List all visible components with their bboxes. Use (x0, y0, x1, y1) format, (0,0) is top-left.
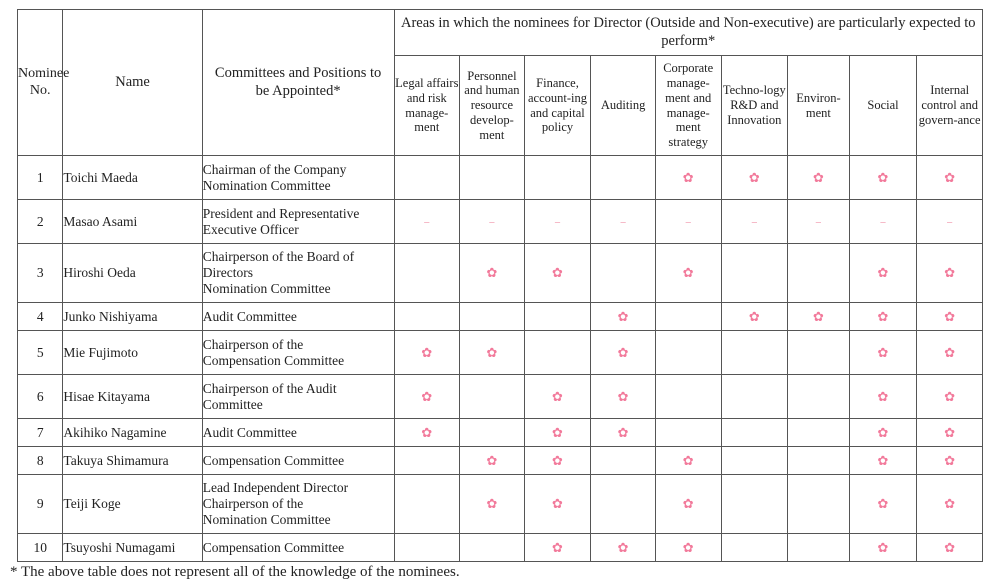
skill-cell (460, 375, 525, 419)
nominee-no: 2 (18, 200, 63, 244)
skill-cell (788, 534, 850, 562)
skill-cell (655, 475, 721, 534)
skill-cell (917, 200, 983, 244)
skill-flower-icon: ✿ (682, 266, 694, 281)
skill-cell (524, 534, 591, 562)
skill-flower-icon: ✿ (552, 266, 563, 281)
skill-cell (788, 156, 850, 200)
skill-header: Environ-ment (788, 56, 850, 156)
nominee-no: 6 (18, 375, 63, 419)
skill-flower-icon: ✿ (944, 389, 956, 405)
skill-flower-icon: ✿ (617, 540, 629, 556)
not-applicable-dash: – (684, 214, 692, 230)
skill-flower-icon: ✿ (421, 425, 433, 441)
nominee-name: Masao Asami (63, 200, 202, 244)
skill-flower-icon: ✿ (944, 425, 956, 441)
skill-cell (524, 244, 591, 303)
nominee-name: Tsuyoshi Numagami (63, 534, 202, 562)
positions-header: Committees and Positions to be Appointed* (202, 10, 394, 156)
skill-flower-icon: ✿ (486, 345, 498, 361)
skill-flower-icon: ✿ (486, 453, 498, 469)
skill-cell (394, 331, 460, 375)
skills-matrix-table (17, 9, 983, 562)
skill-flower-icon: ✿ (944, 170, 956, 186)
skill-flower-icon: ✿ (877, 497, 889, 512)
not-applicable-dash: – (488, 214, 496, 230)
skill-cell (849, 200, 917, 244)
skill-cell (917, 331, 983, 375)
skill-cell (788, 200, 850, 244)
table-row (18, 303, 983, 331)
skill-cell (591, 447, 656, 475)
skill-cell (394, 200, 460, 244)
nominee-no: 5 (18, 331, 63, 375)
skill-cell (655, 447, 721, 475)
skill-flower-icon: ✿ (877, 309, 889, 325)
skill-cell (394, 303, 460, 331)
skill-cell (655, 303, 721, 331)
skill-cell (788, 475, 850, 534)
skill-cell (591, 200, 656, 244)
skill-cell (394, 419, 460, 447)
nominee-name: Toichi Maeda (63, 156, 202, 200)
nominee-no: 8 (18, 447, 63, 475)
skill-cell (394, 475, 460, 534)
skill-header: Internal control and govern-ance (917, 56, 983, 156)
skill-cell (788, 375, 850, 419)
skill-flower-icon: ✿ (486, 497, 498, 512)
table-row (18, 200, 983, 244)
skill-flower-icon: ✿ (877, 345, 889, 361)
skill-header: Finance, account-ing and capital policy (524, 56, 591, 156)
skill-flower-icon: ✿ (944, 266, 956, 281)
skill-flower-icon: ✿ (682, 453, 694, 469)
skill-cell (524, 156, 591, 200)
nominee-name: Hisae Kitayama (63, 375, 202, 419)
skill-cell (721, 475, 788, 534)
skill-cell (591, 419, 656, 447)
skill-cell (524, 447, 591, 475)
skill-cell (917, 303, 983, 331)
skill-cell (849, 156, 917, 200)
skill-flower-icon: ✿ (812, 309, 824, 325)
skill-cell (849, 303, 917, 331)
nominee-position: Compensation Committee (202, 534, 394, 562)
skill-cell (849, 447, 917, 475)
skill-cell (721, 244, 788, 303)
skill-cell (788, 447, 850, 475)
not-applicable-dash: – (619, 214, 627, 230)
skill-cell (524, 475, 591, 534)
skill-cell (917, 475, 983, 534)
skill-flower-icon: ✿ (944, 309, 956, 325)
nominee-name: Takuya Shimamura (63, 447, 202, 475)
skill-flower-icon: ✿ (877, 453, 889, 469)
skill-flower-icon: ✿ (552, 453, 563, 469)
skill-flower-icon: ✿ (617, 425, 629, 441)
table-row (18, 475, 983, 534)
skill-flower-icon: ✿ (552, 389, 563, 405)
nominee-position: Chairperson of the Board of Directors Nomination Committee (202, 244, 394, 303)
skill-cell (917, 419, 983, 447)
skill-cell (591, 244, 656, 303)
skill-header: Social (849, 56, 917, 156)
skill-flower-icon: ✿ (617, 309, 629, 325)
skill-flower-icon: ✿ (944, 345, 956, 361)
skill-cell (655, 375, 721, 419)
skill-cell (788, 331, 850, 375)
nominee-no-header: Nominee No. (18, 10, 63, 156)
skill-cell (655, 156, 721, 200)
nominee-no: 10 (18, 534, 63, 562)
nominee-no: 7 (18, 419, 63, 447)
nominee-no: 3 (18, 244, 63, 303)
skill-cell (721, 419, 788, 447)
name-header: Name (63, 10, 202, 156)
skill-flower-icon: ✿ (944, 453, 956, 469)
skill-flower-icon: ✿ (617, 389, 629, 405)
skill-cell (591, 375, 656, 419)
skill-flower-icon: ✿ (748, 170, 760, 186)
skill-cell (917, 447, 983, 475)
nominee-position: Chairman of the Company Nomination Committee (202, 156, 394, 200)
skill-cell (655, 200, 721, 244)
skill-cell (524, 303, 591, 331)
skill-cell (460, 244, 525, 303)
skill-cell (917, 244, 983, 303)
skill-flower-icon: ✿ (748, 309, 760, 325)
table-row (18, 534, 983, 562)
skill-cell (524, 331, 591, 375)
skill-cell (917, 534, 983, 562)
skill-cell (394, 156, 460, 200)
table-row (18, 419, 983, 447)
skill-cell (591, 475, 656, 534)
skill-cell (721, 534, 788, 562)
skill-flower-icon: ✿ (877, 540, 889, 556)
skill-cell (460, 475, 525, 534)
skill-cell (460, 200, 525, 244)
not-applicable-dash: – (423, 214, 431, 230)
nominee-name: Akihiko Nagamine (63, 419, 202, 447)
not-applicable-dash: – (879, 214, 887, 230)
nominee-no: 4 (18, 303, 63, 331)
not-applicable-dash: – (815, 214, 822, 230)
skill-cell (917, 156, 983, 200)
nominee-position: Audit Committee (202, 419, 394, 447)
skill-cell (655, 244, 721, 303)
skill-cell (460, 447, 525, 475)
nominee-position: Chairperson of the Compensation Committee (202, 331, 394, 375)
skill-flower-icon: ✿ (877, 266, 889, 281)
skill-cell (460, 156, 525, 200)
table-row (18, 156, 983, 200)
skill-header: Legal affairs and risk manage-ment (394, 56, 460, 156)
skill-cell (524, 419, 591, 447)
skill-cell (849, 375, 917, 419)
skill-flower-icon: ✿ (877, 170, 889, 186)
table-row (18, 331, 983, 375)
skill-header: Auditing (591, 56, 656, 156)
skill-flower-icon: ✿ (682, 170, 694, 186)
nominee-no: 1 (18, 156, 63, 200)
skill-flower-icon: ✿ (552, 425, 563, 441)
skill-cell (460, 331, 525, 375)
skill-cell (849, 419, 917, 447)
skill-cell (788, 419, 850, 447)
skill-cell (394, 244, 460, 303)
skill-flower-icon: ✿ (617, 345, 629, 361)
skill-cell (460, 419, 525, 447)
skill-flower-icon: ✿ (812, 170, 824, 186)
skill-cell (849, 475, 917, 534)
nominee-name: Teiji Koge (63, 475, 202, 534)
not-applicable-dash: – (751, 214, 758, 230)
skill-cell (788, 244, 850, 303)
skill-cell (721, 375, 788, 419)
skill-cell (655, 419, 721, 447)
nominee-position: President and Representative Executive Officer (202, 200, 394, 244)
areas-header: Areas in which the nominees for Director (Outside and Non-executive) are particularly expected to perform* (394, 10, 983, 56)
skill-header: Techno-logy R&D and Innovation (721, 56, 788, 156)
skill-cell (524, 375, 591, 419)
table-row (18, 244, 983, 303)
skill-flower-icon: ✿ (682, 540, 694, 556)
skill-cell (721, 303, 788, 331)
skill-flower-icon: ✿ (877, 425, 889, 441)
nominee-no: 9 (18, 475, 63, 534)
skill-flower-icon: ✿ (421, 389, 433, 405)
nominee-name: Hiroshi Oeda (63, 244, 202, 303)
skill-cell (460, 534, 525, 562)
skill-flower-icon: ✿ (552, 540, 563, 556)
not-applicable-dash: – (554, 214, 561, 230)
table-row (18, 375, 983, 419)
skill-header: Corporate manage-ment and manage-ment strategy (655, 56, 721, 156)
skill-cell (591, 331, 656, 375)
skill-header: Personnel and human resource develop-ment (460, 56, 525, 156)
skill-cell (917, 375, 983, 419)
skill-cell (721, 331, 788, 375)
skill-flower-icon: ✿ (944, 540, 956, 556)
skill-flower-icon: ✿ (486, 266, 498, 281)
skill-cell (591, 156, 656, 200)
nominee-name: Mie Fujimoto (63, 331, 202, 375)
footnote: * The above table does not represent all of the knowledge of the nominees. (10, 564, 460, 580)
table-row (18, 447, 983, 475)
skill-cell (721, 156, 788, 200)
skill-flower-icon: ✿ (944, 497, 956, 512)
skill-cell (591, 534, 656, 562)
skill-flower-icon: ✿ (552, 497, 563, 512)
skill-cell (524, 200, 591, 244)
nominee-position: Lead Independent Director Chairperson of the Nomination Committee (202, 475, 394, 534)
skill-cell (788, 303, 850, 331)
skill-flower-icon: ✿ (421, 345, 433, 361)
skill-cell (394, 534, 460, 562)
skill-cell (849, 331, 917, 375)
skill-flower-icon: ✿ (682, 497, 694, 512)
skill-cell (460, 303, 525, 331)
skill-cell (849, 534, 917, 562)
skill-cell (721, 200, 788, 244)
skill-cell (849, 244, 917, 303)
skill-cell (394, 447, 460, 475)
skill-cell (591, 303, 656, 331)
nominee-position: Audit Committee (202, 303, 394, 331)
skill-cell (721, 447, 788, 475)
skill-flower-icon: ✿ (877, 389, 889, 405)
nominee-position: Chairperson of the Audit Committee (202, 375, 394, 419)
nominee-name: Junko Nishiyama (63, 303, 202, 331)
not-applicable-dash: – (946, 214, 953, 230)
skill-cell (394, 375, 460, 419)
nominee-position: Compensation Committee (202, 447, 394, 475)
skill-cell (655, 534, 721, 562)
skill-cell (655, 331, 721, 375)
